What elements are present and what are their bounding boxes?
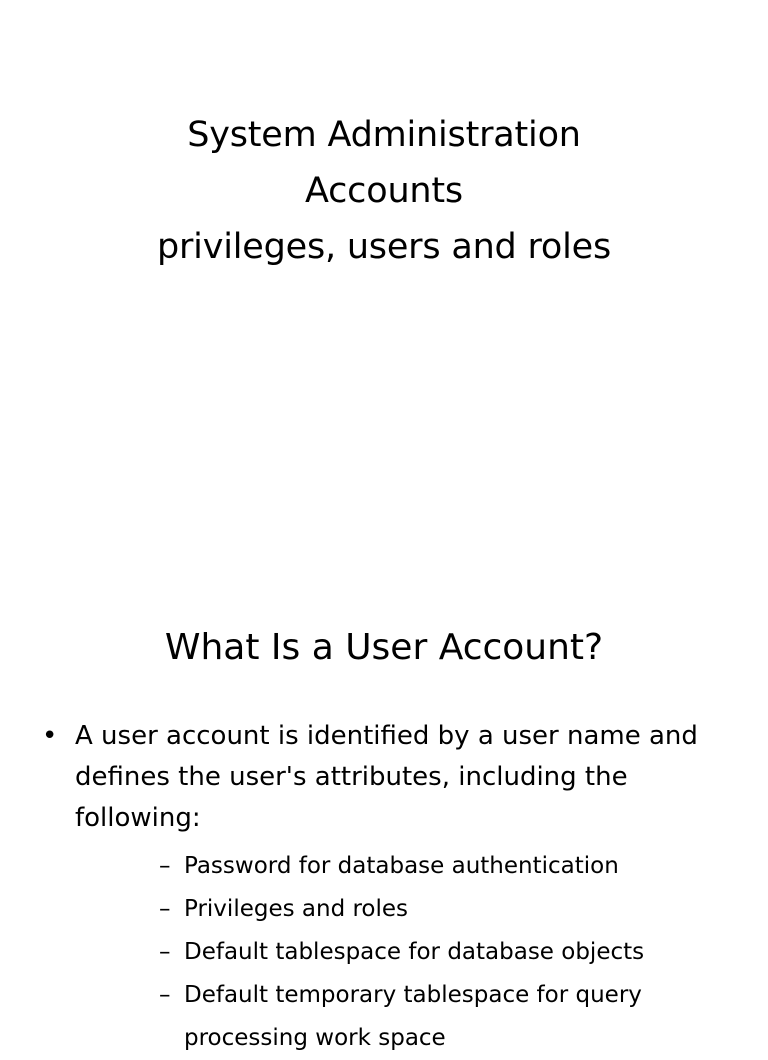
dash-icon: – bbox=[159, 939, 171, 965]
slide-title-line-2: Accounts bbox=[305, 171, 463, 211]
slide-title bbox=[0, 107, 768, 275]
sub-bullet-item bbox=[75, 845, 738, 888]
sub-bullet-text: Default temporary tablespace for query processing work space bbox=[184, 982, 642, 1051]
slide-heading: What Is a User Account? bbox=[164, 627, 604, 668]
content-slide bbox=[0, 576, 768, 1051]
slide-title-line-1: System Administration bbox=[187, 115, 581, 155]
bullet-item bbox=[0, 716, 768, 1060]
sub-bullet-item bbox=[75, 931, 738, 974]
dash-icon: – bbox=[159, 853, 171, 879]
slide-title-line-3: privileges, users and roles bbox=[156, 227, 612, 267]
sub-bullet-item bbox=[75, 888, 738, 931]
bullet-dot-icon: • bbox=[42, 721, 58, 751]
sub-bullet-item bbox=[75, 974, 738, 1060]
sub-bullet-text: Privileges and roles bbox=[184, 896, 409, 922]
dash-icon: – bbox=[159, 982, 171, 1008]
sub-bullet-text: Password for database authentication bbox=[184, 853, 619, 879]
sub-bullet-text: Default tablespace for database objects bbox=[184, 939, 645, 965]
bullet-text: A user account is identified by a user name and defines the user's attributes, including the following: bbox=[75, 721, 698, 833]
bullet-list bbox=[0, 716, 768, 1060]
sub-bullet-list bbox=[75, 845, 738, 1060]
dash-icon: – bbox=[159, 896, 171, 922]
